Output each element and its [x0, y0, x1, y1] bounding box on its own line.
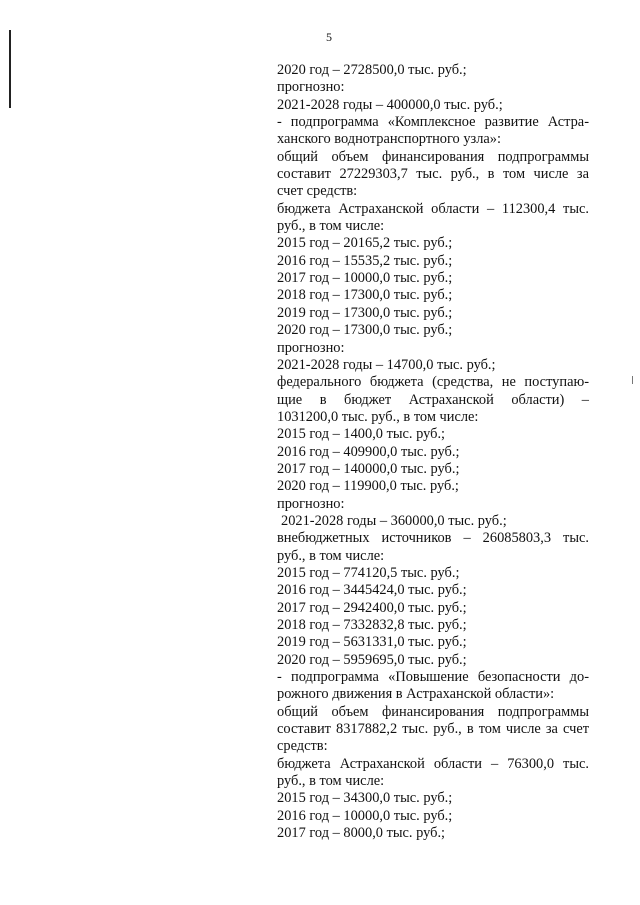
text-line: 2015 год – 774120,5 тыс. руб.; — [277, 564, 460, 581]
text-line: 2016 год – 3445424,0 тыс. руб.; — [277, 582, 467, 599]
scan-edge-mark-right — [632, 376, 633, 384]
text-line: ханского воднотранспортного узла»: — [277, 131, 501, 148]
text-line: 2020 год – 17300,0 тыс. руб.; — [277, 322, 453, 339]
text-line: 2015 год – 1400,0 тыс. руб.; — [277, 426, 446, 443]
text-line: 2018 год – 7332832,8 тыс. руб.; — [277, 617, 467, 633]
text-line: составит 8317882,2 тыс. руб., в том числе за счет — [277, 721, 589, 738]
text-line: 2021-2028 годы – 360000,0 тыс. руб.; — [281, 512, 507, 529]
text-line: прогнозно: — [277, 79, 345, 96]
text-line: 2019 год – 5631331,0 тыс. руб.; — [277, 634, 467, 651]
text-line: 2020 год – 5959695,0 тыс. руб.; — [277, 651, 467, 668]
text-line: счет средств: — [277, 183, 358, 200]
document-text-column — [277, 62, 589, 842]
text-line: 2019 год – 17300,0 тыс. руб.; — [277, 304, 453, 321]
text-line: составит 27229303,7 тыс. руб., в том числе за — [277, 166, 589, 183]
text-line: прогнозно: — [277, 339, 345, 356]
text-line: 1031200,0 тыс. руб., в том числе: — [277, 408, 479, 425]
text-line: 2021-2028 годы – 14700,0 тыс. руб.; — [277, 356, 496, 373]
text-line: 2020 год – 2728500,0 тыс. руб.; — [277, 62, 467, 78]
text-line: щие в бюджет Астраханской области) – — [277, 391, 589, 408]
text-line: рожного движения в Астраханской области»: — [277, 686, 555, 703]
text-line: 2017 год – 2942400,0 тыс. руб.; — [277, 599, 467, 616]
text-line: 2016 год – 409900,0 тыс. руб.; — [277, 443, 460, 460]
text-line: 2016 год – 15535,2 тыс. руб.; — [277, 252, 453, 269]
text-line: руб., в том числе: — [277, 218, 385, 235]
text-line: 2017 год – 10000,0 тыс. руб.; — [277, 270, 453, 287]
text-line: 2015 год – 34300,0 тыс. руб.; — [277, 790, 453, 807]
text-line: 2018 год – 17300,0 тыс. руб.; — [277, 287, 453, 304]
text-line: - подпрограмма «Повышение безопасности до- — [277, 669, 589, 686]
text-line: руб., в том числе: — [277, 547, 385, 564]
text-line: средств: — [277, 738, 328, 755]
page-number: 5 — [326, 30, 332, 44]
text-line: 2017 год – 8000,0 тыс. руб.; — [277, 825, 446, 842]
text-line: 2015 год – 20165,2 тыс. руб.; — [277, 235, 453, 252]
scan-edge-mark — [9, 30, 11, 108]
text-line: - подпрограмма «Комплексное развитие Астра- — [277, 114, 589, 131]
text-line: внебюджетных источников – 26085803,3 тыс. — [277, 530, 589, 547]
text-line: руб., в том числе: — [277, 773, 385, 790]
text-line: прогнозно: — [277, 495, 345, 512]
text-line: федерального бюджета (средства, не поступаю- — [277, 374, 589, 391]
text-line: бюджета Астраханской области – 112300,4 тыс. — [277, 200, 589, 217]
text-line: общий объем финансирования подпрограммы — [277, 703, 589, 720]
text-line: общий объем финансирования подпрограммы — [277, 148, 589, 165]
text-line: 2021-2028 годы – 400000,0 тыс. руб.; — [277, 96, 503, 113]
text-line: 2016 год – 10000,0 тыс. руб.; — [277, 807, 453, 824]
text-line: 2020 год – 119900,0 тыс. руб.; — [277, 478, 459, 495]
text-line: бюджета Астраханской области – 76300,0 тыс. — [277, 755, 589, 772]
text-line: 2017 год – 140000,0 тыс. руб.; — [277, 460, 460, 477]
